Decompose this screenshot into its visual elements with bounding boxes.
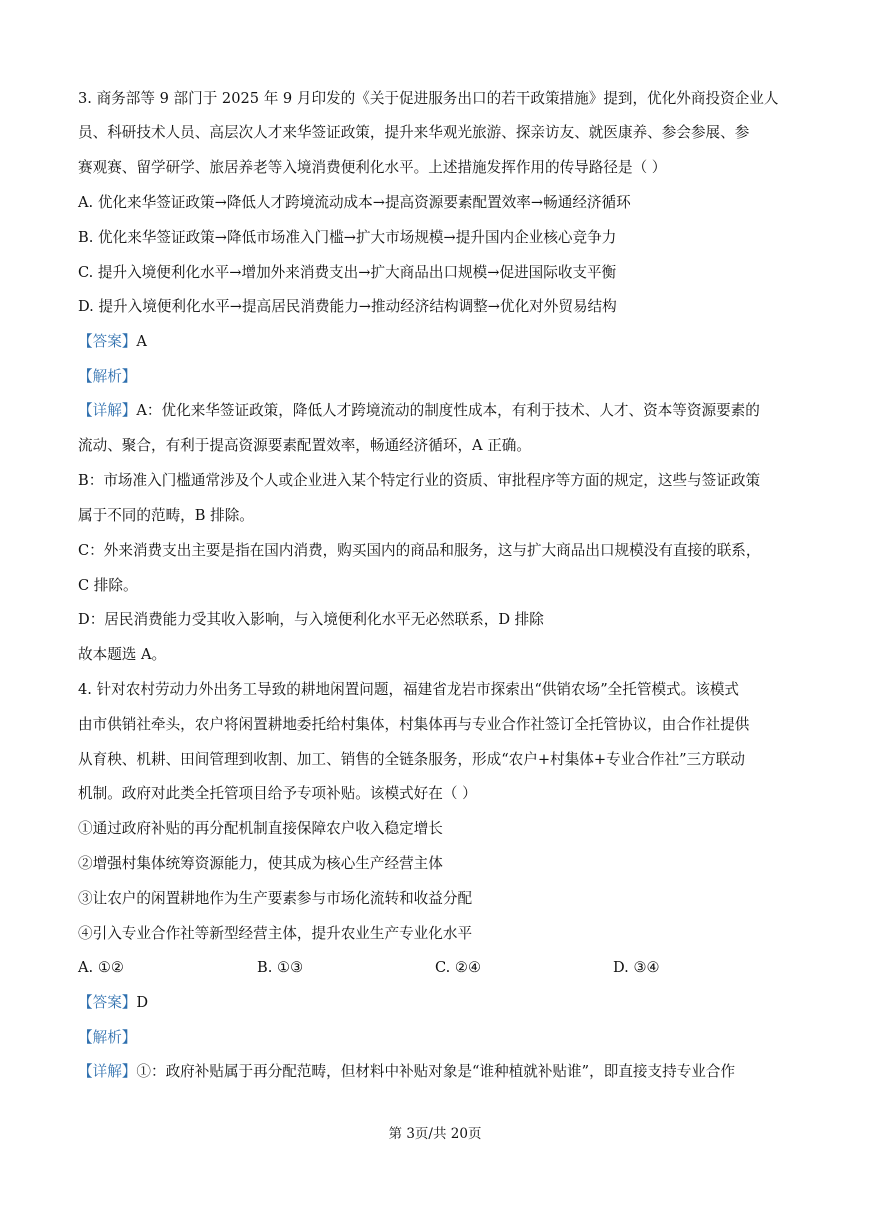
q4-statement-2: ②增强村集体统筹资源能力，使其成为核心生产经营主体 [78,855,443,872]
q4-option-d: D. ③④ [613,959,660,976]
q4-answer [78,993,798,1013]
answer-tag: 【答案】 [78,994,137,1011]
q3-detail-line: B：市场准入门槛通常涉及个人或企业进入某个特定行业的资质、审批程序等方面的规定，这些与签证政策 [78,472,761,489]
q4-analysis-tag [78,1028,798,1048]
q3-stem-line: 赛观赛、留学研学、旅居养老等入境消费便利化水平。上述措施发挥作用的传导路径是（ ） [78,159,667,176]
detail-tag: 【详解】 [78,1063,137,1080]
q3-conclusion: 故本题选 A。 [78,646,167,663]
q4-stem-line: 机制。政府对此类全托管项目给予专项补贴。该模式好在（ ） [78,785,477,802]
q3-option-d: D. 提升入境便利化水平→提高居民消费能力→推动经济结构调整→优化对外贸易结构 [78,298,617,315]
q3-detail-line: D：居民消费能力受其收入影响，与入境便利化水平无必然联系，D 排除 [78,611,544,628]
q4-option-c: C. ②④ [435,959,482,976]
answer-value: A [136,333,147,350]
q4-statement-4: ④引入专业合作社等新型经营主体，提升农业生产专业化水平 [78,925,473,942]
detail-text: A：优化来华签证政策，降低人才跨境流动的制度性成本，有利于技术、人才、资本等资源要素的 [136,402,760,419]
q4-stem-line: 4. 针对农村劳动力外出务工导致的耕地闲置问题，福建省龙岩市探索出“供销农场”全托管模式。该模式 [78,681,740,698]
q4-stem-line: 由市供销社牵头，农户将闲置耕地委托给村集体，村集体再与专业合作社签订全托管协议，由合作社提供 [78,716,750,733]
detail-tag: 【详解】 [78,402,137,419]
q3-detail-line: C：外来消费支出主要是指在国内消费，购买国内的商品和服务，这与扩大商品出口规模没有直接的联系， [78,542,761,559]
q4-statement-3: ③让农户的闲置耕地作为生产要素参与市场化流转和收益分配 [78,890,473,907]
q3-option-b: B. 优化来华签证政策→降低市场准入门槛→扩大市场规模→提升国内企业核心竞争力 [78,229,617,246]
q3-detail-line: C 排除。 [78,577,138,594]
detail-text: ①：政府补贴属于再分配范畴，但材料中补贴对象是“谁种植就补贴谁”，即直接支持专业合作 [136,1063,736,1080]
answer-tag: 【答案】 [78,333,137,350]
q3-detail-line [78,401,798,421]
q3-option-c: C. 提升入境便利化水平→增加外来消费支出→扩大商品出口规模→促进国际收支平衡 [78,264,617,281]
q3-stem-line: 3. 商务部等 9 部门于 2025 年 9 月印发的《关于促进服务出口的若干政策措施》提到，优化外商投资企业人 [78,90,779,107]
q3-stem-line: 员、科研技术人员、高层次人才来华签证政策，提升来华观光旅游、探亲访友、就医康养、参会参展、参 [78,124,750,141]
q3-answer [78,332,798,352]
q3-analysis-tag [78,367,798,387]
analysis-tag: 【解析】 [78,368,137,385]
q3-detail-line: 流动、聚合，有利于提高资源要素配置效率，畅通经济循环，A 正确。 [78,437,531,454]
q4-option-a: A. ①② [78,959,124,976]
q3-detail-line: 属于不同的范畴，B 排除。 [78,507,254,524]
q4-statement-1: ①通过政府补贴的再分配机制直接保障农户收入稳定增长 [78,820,443,837]
q4-option-b: B. ①③ [257,959,304,976]
q4-stem-line: 从育秧、机耕、田间管理到收割、加工、销售的全链条服务，形成“农户+村集体+专业合作社”三方联动 [78,751,745,768]
q4-detail-line [78,1062,798,1082]
q3-option-a: A. 优化来华签证政策→降低人才跨境流动成本→提高资源要素配置效率→畅通经济循环 [78,194,631,211]
page-footer: 第 3页/共 20页 [388,1126,482,1142]
analysis-tag: 【解析】 [78,1029,137,1046]
answer-value: D [136,994,149,1011]
